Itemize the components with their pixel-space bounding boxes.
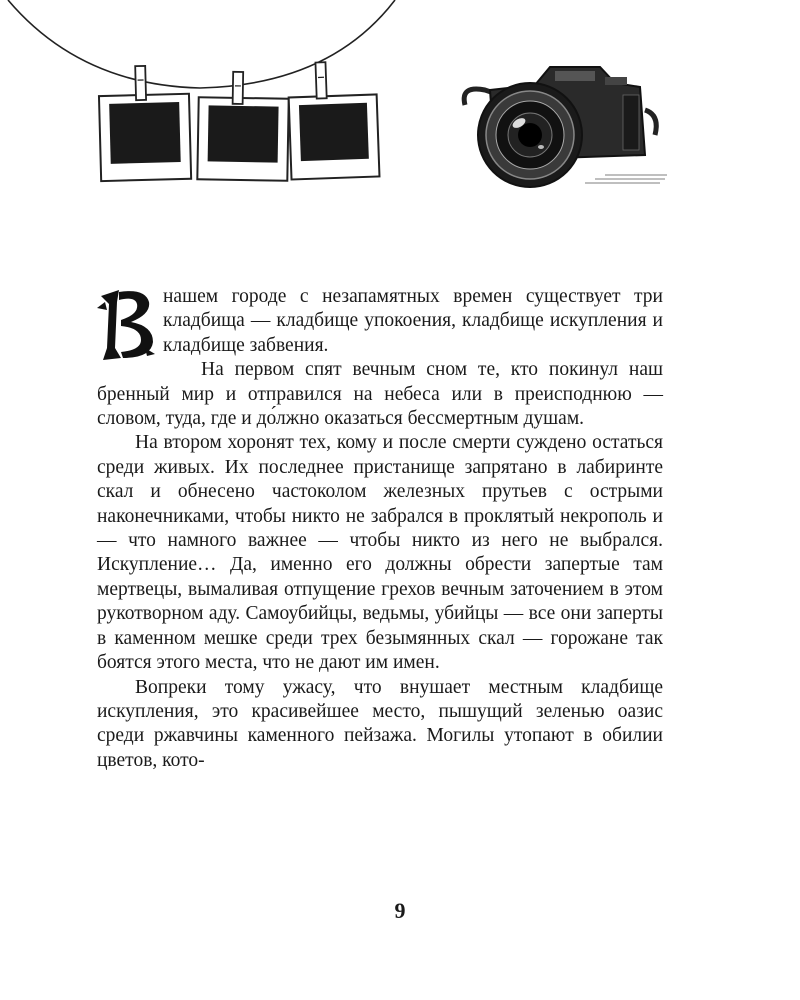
paragraph-1 [97,285,663,358]
book-text [97,285,663,773]
header-illustrations [0,0,800,200]
gothic-icon [95,288,157,362]
paragraph-2: На первом спят вечным сном те, кто покинул наш бренный мир и отправился на небеса или в преисподнюю — словом, туда, где и до́лжно оказаться бессмертным душам. [97,359,663,430]
paragraph-1-text: нашем городе с незапамятных времен существует три кладбища — кладбище упокоения, кладбище искупления и кладбище забвения. [163,286,663,356]
camera-icon [455,55,670,190]
photos-on-clothesline-icon [0,0,400,200]
page-number: 9 [394,898,406,923]
paragraph-4: Вопреки тому ужасу, что внушает местным кладбище искупления, это красивейшее место, пышущий зеленью оазис среди ржавчины каменного пейзажа. Могилы утопают в обилии цветов, кото- [97,676,663,771]
paragraph-3: На втором хоронят тех, кому и после смерти суждено остаться среди живых. Их последнее пристанище запрятано в лабиринте скал и обнесено частоколом железных прутьев с острыми наконечниками, чтобы никто не забрался в проклятый некрополь и — что намного важнее — чтобы никто из него не выбрался. Искупление… Да, именно его должны обрести запертые там мертвецы, вымаливая отпущение грехов вечным заточением в этом рукотворном аду. Самоубийцы, ведьмы, убийцы — все они заперты в каменном мешке среди трех безымянных скал — горожане так боятся этого места, что не дают им имен. [97,432,663,674]
